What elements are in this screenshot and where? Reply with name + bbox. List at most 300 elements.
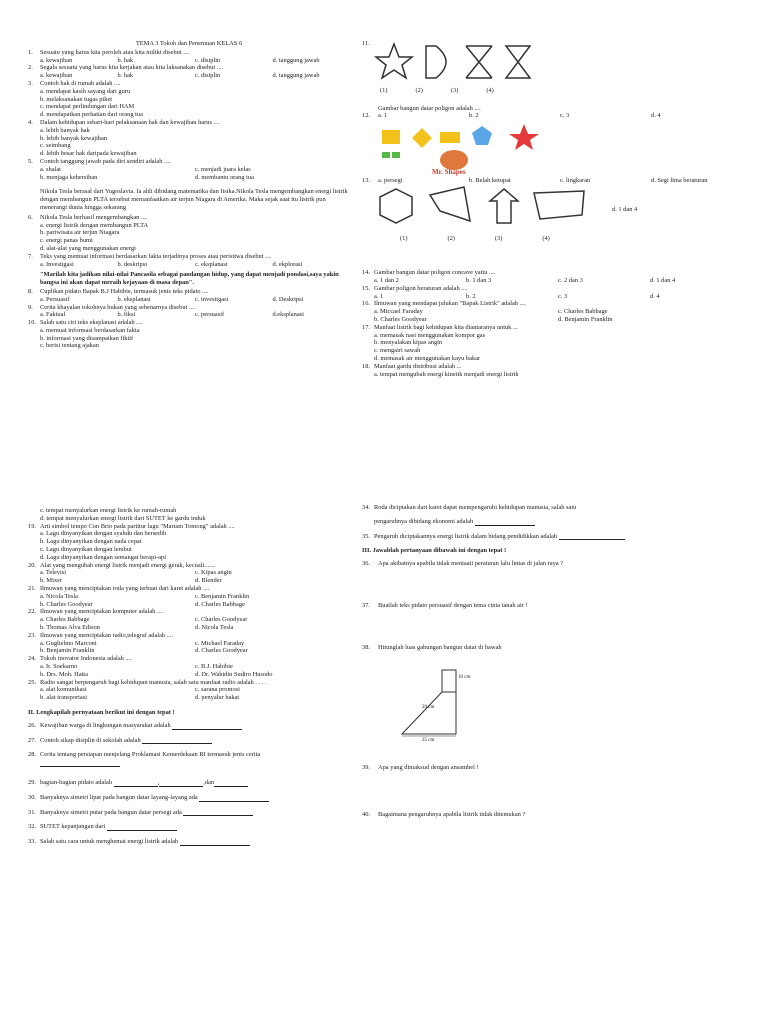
essay-question: [362, 764, 742, 772]
question-text: Cerita tentang persiapan menjelang Proklamasi Kemerdekaan RI termasuk jenis cerita: [40, 751, 261, 759]
question-number: 25.: [28, 678, 36, 686]
option: a. Televisi: [40, 569, 67, 577]
options-row: [28, 57, 350, 65]
option: [40, 150, 350, 158]
option-text: b. melaksanakan tugas piket: [40, 95, 113, 103]
option: c. sarana promosi: [195, 686, 240, 694]
question-text: Kewajiban warga di lingkungan masyarakat adalah: [40, 721, 171, 729]
question-row: [28, 679, 350, 687]
option: [40, 327, 350, 335]
question-text: Cerita khayalan tokohnya bukan yang sebenarnya disebut ....: [40, 303, 196, 311]
option: b. 1 dan 3: [466, 276, 492, 284]
fill-in-text: [40, 751, 350, 767]
question-text: Ilmuwan yang menciptakan radio,telegraf adalah ....: [40, 631, 174, 639]
figure-label: (1): [400, 235, 408, 243]
fill-in-row: [28, 737, 350, 745]
option: [374, 339, 742, 347]
options-row: [28, 601, 350, 609]
question-number: 6.: [28, 213, 33, 221]
question-text: Gambar poligon beraturan adalah ....: [374, 284, 468, 292]
option-list: [28, 127, 350, 158]
option: [40, 342, 350, 350]
answer-blank: [172, 723, 242, 730]
option-list: [28, 507, 350, 523]
option: b. 2: [466, 292, 476, 300]
option: c. persuasif: [195, 311, 225, 319]
essay-question: [362, 811, 742, 819]
option-list: [362, 332, 742, 363]
option: b. alat transportasi: [40, 694, 88, 702]
figure-label: (4): [542, 235, 550, 243]
question-text: Tokoh inovator Indonesia adalah ....: [40, 655, 132, 663]
option: b. Charles Goodyear: [374, 315, 427, 323]
options-row: [28, 640, 350, 648]
option: a. Nicola Tesla: [40, 592, 78, 600]
option: [40, 135, 350, 143]
option-text: b. lebih banyak kewajiban: [40, 134, 108, 142]
fill-in-text: [40, 722, 350, 730]
option-text: c. berisi tentang ajakan: [40, 342, 99, 350]
fill-in-row: [362, 533, 742, 541]
option-text: d. mendapatkan perhatian dari orang tua: [40, 111, 143, 119]
option: c. 2 dan 3: [558, 276, 583, 284]
figure-labels: [362, 87, 742, 95]
option: a. Miccael Faraday: [374, 308, 423, 316]
option: [40, 546, 350, 554]
option: a. shalat: [40, 165, 61, 173]
option-text: d. Lagu dinyanyikan dengan semangat berapi-api: [40, 553, 166, 561]
right-bottom-column: [362, 504, 742, 859]
fill-in-text: [40, 823, 350, 831]
option-text: a. lebih banyak hak: [40, 126, 90, 134]
question-number: 20.: [28, 561, 36, 569]
question-number: 3.: [28, 79, 33, 87]
answer-blank: [183, 809, 253, 816]
option: c. disiplin: [195, 56, 221, 64]
fill-in-row: [28, 809, 350, 817]
fill-in-text: [40, 838, 350, 846]
option: [40, 88, 350, 96]
dimension-label: 25 cm: [422, 737, 435, 743]
page-title: TEMA 3 Tokoh dan Penemuan KELAS 6: [135, 40, 243, 47]
options-row: [28, 624, 350, 632]
options-row: [28, 569, 350, 577]
option-text: d. memasak air menggunakan kayu bakar: [374, 354, 481, 362]
option-text: b. menyalakan kipas angin: [374, 339, 443, 347]
option: b. menjaga kebersihan: [40, 173, 98, 181]
option-text: a. memasak nasi menggunakan kompor gas: [374, 331, 486, 339]
question-number: 13.: [362, 176, 370, 184]
option: [40, 554, 350, 562]
option-text: a. energi listrik dengan membangun PLTA: [40, 221, 149, 229]
question-number: 31.: [28, 808, 36, 816]
option-list: [28, 530, 350, 561]
option: d. tanggung jawab: [272, 72, 320, 80]
option: [374, 355, 742, 363]
question-text: Contoh tanggung jawab pada diri sendiri adalah ....: [40, 157, 171, 165]
option: b. deskripsi: [117, 260, 147, 268]
question-row: [28, 119, 350, 127]
option-text: c. tempat menyalurkan energi listrik ke rumah-rumah: [40, 507, 177, 514]
question-row: [28, 608, 350, 616]
option: b. Mixer: [40, 577, 63, 585]
question-text: Buatlah teks pidato persuasif dengan tema cinta tanah air !: [378, 601, 528, 609]
option: d.eksplanasi: [272, 311, 304, 319]
option: b. Belah ketupat: [469, 176, 511, 184]
option-text: c. seimbang: [40, 142, 71, 150]
question-row: [28, 158, 350, 166]
options-row: [28, 593, 350, 601]
option: d. 1 dan 4: [650, 276, 676, 284]
question-text: Manfaat gardu distribusi adalah ...: [374, 362, 462, 370]
question-text: Pengaruh diciptakannya energi listrik dalam bidang pendidikkan adalah: [374, 532, 558, 540]
question-number: 7.: [28, 252, 33, 260]
options-row: [362, 316, 742, 324]
question-text: Bagaimana pengaruhnya apabila listrik tidak ditemukan ?: [378, 811, 526, 819]
question-number: 29.: [28, 778, 36, 786]
question-text: bagian-bagian pidato adalah: [40, 778, 113, 786]
fill-in-row: [28, 722, 350, 730]
question-row: [362, 40, 742, 87]
fill-in-text: [40, 737, 350, 745]
option: d. 4: [650, 292, 660, 300]
options-row: [28, 686, 350, 694]
question-number: 11.: [362, 40, 370, 47]
question-row: [28, 523, 350, 531]
option: [40, 222, 350, 230]
fill-in-row: [28, 751, 350, 767]
question-text: Roda diciptakan dari karet dapat mempengaruhi kehidupan manusia, salah satu: [374, 504, 577, 511]
option-list: [28, 88, 350, 119]
question-text: Gambar bangun datar poligon adalah ....: [378, 104, 481, 112]
option: b. fiksi: [117, 311, 136, 319]
answer-blank: [180, 839, 250, 846]
option: [40, 530, 350, 538]
section-heading: II. Lengkapilah pernyataan berikut ini dengan tepat !: [28, 708, 175, 716]
question-text: Dalam kehidupan sehari-hari pelaksanaan hak dan kewajiban harus ....: [40, 118, 220, 126]
question-number: 40.: [362, 811, 370, 819]
question-number: 9.: [28, 303, 33, 311]
options-row: [362, 308, 742, 316]
option: a. Persuasif: [40, 295, 70, 303]
question-number: 36.: [362, 560, 370, 568]
question-number: 4.: [28, 118, 33, 126]
option: [40, 111, 350, 119]
option: c. Benjamin Franklin: [195, 592, 250, 600]
option-text: b. informasi yang disampaikan fiktif: [40, 334, 134, 342]
question-number: 33.: [28, 838, 36, 846]
option: d. 1 dan 4: [612, 206, 638, 214]
question-row: [362, 285, 742, 293]
option-text: c. mengairi sawah: [374, 347, 421, 355]
option: b. Drs. Moh. Hatta: [40, 670, 88, 678]
option: c. menjadi juara kelas: [195, 165, 251, 173]
option: a. alat komunikasi: [40, 686, 87, 694]
question-text: Hitunglah luas gabungan bangun datar di bawah: [378, 643, 502, 651]
option-text: d. alat-alat yang menggunakan energi: [40, 244, 136, 252]
option-text: c. mendapat perlindungan dari HAM: [40, 103, 135, 111]
question-text: Contoh hak di rumah adalah ....: [40, 79, 121, 87]
option: [40, 335, 350, 343]
option-list: [28, 222, 350, 253]
options-row: [28, 663, 350, 671]
spacer: [362, 243, 742, 269]
option: c. 3: [560, 112, 570, 120]
option-text: a. tempat mengubah energi kinetik menjadi energi listrik: [374, 370, 519, 378]
answer-blank: [142, 737, 212, 744]
option: d. Benjamin Franklin: [558, 315, 613, 323]
question-text: Apa yang dimaksud dengan ansambel !: [378, 763, 479, 771]
option-list: [28, 327, 350, 350]
option: d. Charles Babbage: [195, 600, 245, 608]
option: c. Kipas angin: [195, 569, 232, 577]
option: d. ekplorasi: [272, 260, 303, 268]
question-number: 22.: [28, 608, 36, 616]
question-row: [28, 304, 350, 312]
option: d. Blender: [195, 577, 222, 585]
question-text: Cuplikan pidato Bapak B.J Habibie, termasuk jenis teks pidato ....: [40, 287, 209, 295]
option: b. Benjamin Franklin: [40, 647, 95, 655]
question-number: 23.: [28, 631, 36, 639]
left-bottom-column: [28, 507, 350, 853]
answer-blank: [107, 824, 177, 831]
answer-blank: [559, 533, 625, 540]
options-row: [362, 277, 742, 285]
answer-blank: [114, 780, 158, 787]
question-text: Ilmuwan yang menciptakan roda yang terbuat dari karet adalah ....: [40, 584, 210, 592]
question-row: [28, 288, 350, 296]
options-row: [28, 577, 350, 585]
figure-label: (1): [380, 86, 388, 94]
options-row: [28, 616, 350, 624]
question-row: [362, 112, 742, 120]
option-text: b. Lagu dinyanyikan dengan nada cepat: [40, 538, 142, 546]
options-row: [28, 671, 350, 679]
question-number: 34.: [362, 504, 370, 511]
fill-in-row: [28, 779, 350, 787]
option: [40, 507, 350, 515]
option: a. Charles Babbage: [40, 616, 90, 624]
watermark-text: Mr. Shapes: [432, 167, 466, 176]
option: [374, 371, 742, 379]
option: [40, 103, 350, 111]
question-text: SUTET kepanjangan dari: [40, 823, 106, 831]
question-row: [362, 269, 742, 277]
question-number: 26.: [28, 721, 36, 729]
question-row: [28, 562, 350, 570]
question-number: 5.: [28, 157, 33, 165]
question-number: 12.: [362, 112, 370, 120]
question-text: Alat yang mengubah energi listrik menjadi energi gerak, kecuali.......: [40, 561, 216, 569]
question-text: Nikola Tesla berhasil mengembangkan ....: [40, 213, 148, 221]
question-number: 21.: [28, 584, 36, 592]
question-number: 37.: [362, 601, 370, 609]
option: [40, 245, 350, 253]
fill-in-row: [28, 794, 350, 802]
option: c. eksplanasi: [195, 260, 228, 268]
question-number: 39.: [362, 763, 370, 771]
question-row: [28, 49, 350, 57]
question-text: Contoh sikap disiplin di sekolah adalah: [40, 736, 141, 744]
question-text: Teks yang memuat informasi berdasarkan fakta terjadinya proses atau peristiwa disebut ....: [40, 252, 272, 260]
option: d. Segi lima beraturan: [651, 176, 708, 184]
question-number: 2.: [28, 64, 33, 72]
options-row: [28, 311, 350, 319]
option: c. lingkaran: [560, 176, 591, 184]
option: [40, 127, 350, 135]
option-list: [362, 371, 742, 379]
option: c. 3: [558, 292, 568, 300]
option: a. kewajiban: [40, 72, 73, 80]
question-number: 16.: [362, 300, 370, 308]
option: [40, 237, 350, 245]
option: d. Charles Goodyear: [195, 647, 248, 655]
answer-blank: [40, 760, 120, 767]
question-text: Arti simbol tempo Con Brio pada partitur lagu "Mariam Tomong" adalah ....: [40, 522, 235, 530]
option: c. Michael Faraday: [195, 639, 245, 647]
option: c. Charles Goodyear: [195, 616, 248, 624]
question-text: Radio sangat berpengaruh bagi kehidupan manusia, salah satu manfaat radio adalah . . . .: [40, 678, 267, 686]
option: [40, 515, 350, 523]
question-number: 27.: [28, 736, 36, 744]
question-row: [28, 253, 350, 261]
separator: ,dan: [203, 778, 215, 786]
option-text: d. lebih besar hak daripada kewajiban: [40, 150, 137, 158]
q13-shapes-figure: [374, 185, 594, 236]
answer-blank: [475, 519, 535, 526]
option: a. Ir. Soekarno: [40, 662, 78, 670]
right-top-column: [362, 40, 742, 378]
option: b. 2: [469, 112, 479, 120]
fill-in-text: [374, 504, 742, 526]
option: a. Faktual: [40, 311, 66, 319]
answer-blank: [214, 780, 248, 787]
question-number: 19.: [28, 522, 36, 530]
figure-labels: [362, 235, 742, 243]
question-text: Banyaknya simetri lipat pada bangun datar layang-layang ada: [40, 793, 198, 801]
option: c. disiplin: [195, 72, 221, 80]
options-row: [28, 296, 350, 304]
option: c. B.J. Habibie: [195, 662, 233, 670]
question-row: [28, 80, 350, 88]
q12-colored-shapes-figure: [374, 120, 742, 173]
question-number: 28.: [28, 751, 36, 759]
options-row: [28, 647, 350, 655]
question-row: [28, 319, 350, 327]
question-text: Banyaknya simetri putar pada bangun datar persegi ada: [40, 808, 182, 816]
question-text: pengaruhnya dibidang ekonomi adalah: [374, 517, 474, 525]
option-text: b. pariwisata air terjun Niagara: [40, 229, 120, 237]
options-row: [28, 174, 350, 182]
question-number: 17.: [362, 323, 370, 331]
question-number: 8.: [28, 287, 33, 295]
question-number: 24.: [28, 655, 36, 663]
spacer: [362, 95, 742, 105]
question-text: Segala sesuatu yang harus kita kerjakan atau kita laksanakan disebut ....: [40, 64, 224, 72]
option: [40, 538, 350, 546]
option: a. 1: [374, 292, 384, 300]
question-text: Gambar bangun datar poligon concave yaitu ....: [374, 269, 496, 277]
option: d. membantu orang tua: [195, 173, 254, 181]
options-row: [374, 112, 742, 120]
fill-in-text: [40, 779, 350, 787]
reading-paragraph: Nikola Tesla berasal dari Yugoslavia. Ia ahli dibidang matematika dan fisika.Nikola Tesla mengembangkan energi listrik dengan membangun PLTA tersebut memanfaatkan air terjun Niagara di Amerika. Maka sejak saat itu listrik pun menerangi dunia hingga sekarang: [40, 188, 348, 211]
figure-label: (4): [486, 86, 494, 94]
option: a. 1 dan 2: [374, 276, 399, 284]
figure-label: (3): [494, 235, 503, 243]
option: d. penyalur bakat: [195, 694, 240, 702]
answer-blank: [199, 795, 269, 802]
left-top-column: [28, 40, 350, 350]
option: b. hak: [117, 56, 134, 64]
fill-in-row: [28, 823, 350, 831]
fill-in-text: [374, 533, 742, 541]
question-row: [362, 363, 742, 371]
options-row: [28, 72, 350, 80]
question-text: Apa akibatnya apabila tidak mentaati peraturan lalu lintas di jalan raya ?: [378, 560, 564, 568]
essay-question: [362, 602, 742, 610]
options-row: [362, 293, 742, 301]
option: b. Thomas Alva Edison: [40, 623, 100, 631]
fill-in-text: [40, 794, 350, 802]
question-number: 1.: [28, 48, 33, 56]
fill-in-text: [40, 809, 350, 817]
option: b. Charles Goodyear: [40, 600, 93, 608]
options-row: [28, 166, 350, 174]
answer-blank: [159, 780, 203, 787]
option-text: c. energi panas bumi: [40, 237, 93, 245]
question-number: 18.: [362, 362, 370, 370]
fill-in-row: [362, 504, 742, 526]
question-row: [362, 300, 742, 308]
question-number: 32.: [28, 823, 36, 831]
figure-label: (3): [450, 86, 459, 94]
option: [40, 96, 350, 104]
options-row: [28, 261, 350, 269]
dimension-label: 20 cm: [422, 704, 435, 710]
option: d. 4: [651, 112, 661, 120]
question-number: 14.: [362, 269, 370, 277]
section-heading: III. Jawablah pertanyaan dibawah ini dengan tepat !: [362, 547, 507, 555]
dimension-label: 10 cm: [458, 674, 471, 680]
essay-question: [362, 560, 742, 568]
option-text: a. Lagu dinyanyikan dengan syahdu dan bersedih: [40, 530, 167, 538]
option: a. Guglielmo Marconi: [40, 639, 97, 647]
question-number: 35.: [362, 532, 370, 540]
question-number: 30.: [28, 793, 36, 801]
question-number: 38.: [362, 643, 370, 651]
speech-quote: "Marilah kita jadikan nilai-nilai Pancasila sebagai pandangan hidup, yang dapat menjadi pondasi,saya yakin bangsa ini akan dapat meraih kejayaan di masa depan".: [40, 271, 339, 287]
options-row: [374, 177, 742, 185]
option: c. Charles Babbage: [558, 308, 608, 316]
option: a. 1: [378, 112, 388, 120]
option: b. hak: [117, 72, 134, 80]
option: c. investigasi: [195, 295, 229, 303]
option: [374, 347, 742, 355]
option: [40, 142, 350, 150]
option-text: a. mendapat kasih sayang dari guru: [40, 87, 131, 95]
question-text: Salah satu ciri teks eksplanasi adalah ....: [40, 319, 143, 327]
question-row: [28, 585, 350, 593]
question-row: [362, 324, 742, 332]
option: b. eksplanasi: [117, 295, 151, 303]
option: d. tanggung jawab: [272, 56, 320, 64]
question-row: [28, 64, 350, 72]
question-text: Manfaat listrik bagi kehidupan kita diantaranya untuk ...: [374, 323, 518, 331]
question-number: 15.: [362, 284, 370, 292]
q38-composite-shape-figure: [382, 664, 522, 744]
option: [374, 332, 742, 340]
